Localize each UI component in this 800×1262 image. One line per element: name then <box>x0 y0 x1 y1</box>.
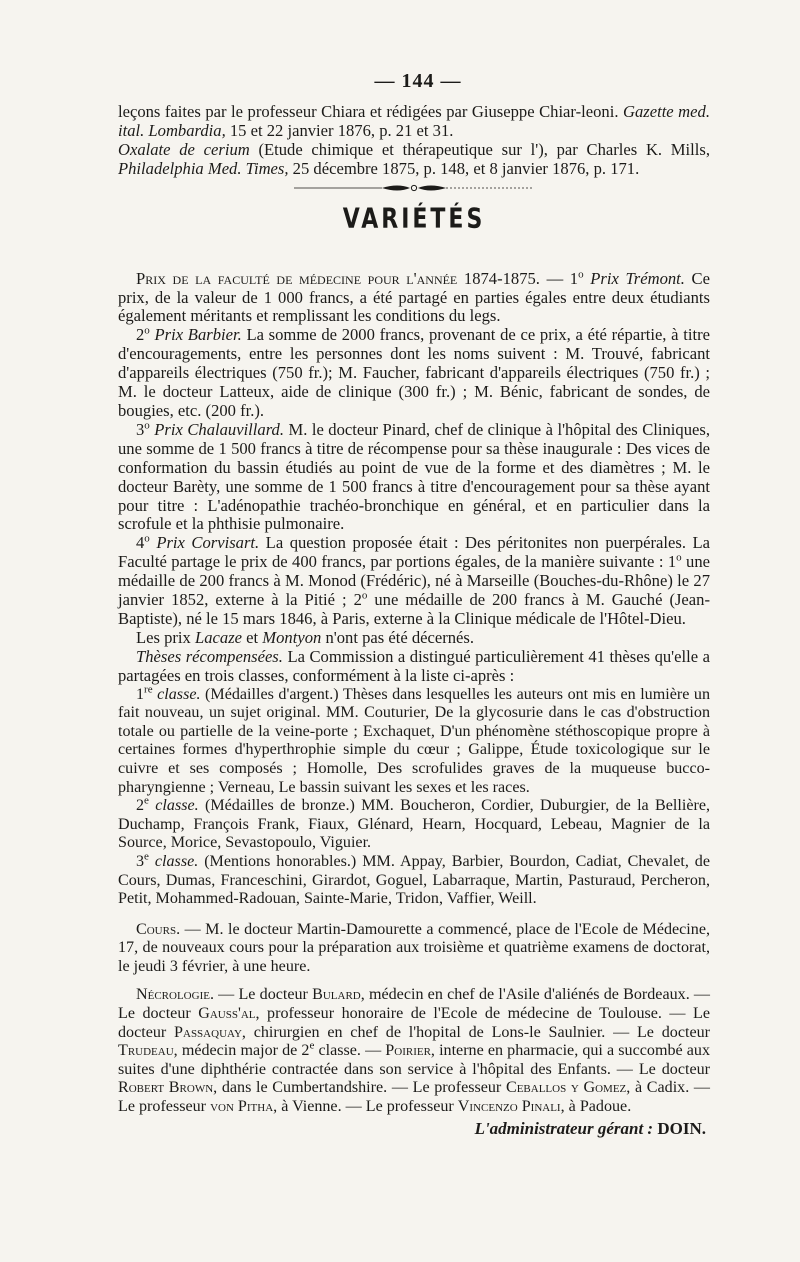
text-run: 4 <box>136 533 145 553</box>
italic-text: Montyon <box>262 627 322 647</box>
superscript: e <box>144 794 149 807</box>
text-run: n'ont pas été décernés. <box>321 627 475 647</box>
text-run: 1 <box>136 685 145 703</box>
paragraph <box>118 648 710 686</box>
text-run: , à Cadix. — Le professeur <box>118 1079 711 1116</box>
text-run: (Mentions honorables.) MM. Appay, Barbier, Bourdon, Cadiat, Chevalet, de Cours, Dumas, Franceschini, Girardot, Goguel, Labarraque, Martin, Pasturaud, Percheron, Petit, Mohammed-Radouan, Sainte-Marie, Tridon, Vaffier, Weill. <box>118 852 710 908</box>
text-run: 25 décembre 1875, p. 148, et 8 janvier 1876, p. 171. <box>288 158 640 178</box>
text-run: La question proposée était : Des péritonites non puerpérales. La Faculté partage le prix de 400 francs, par portions égales, de la manière suivante : 1 <box>118 533 710 572</box>
paragraph <box>118 421 710 534</box>
italic-text: Prix Barbier. <box>154 325 242 345</box>
text-run: La Commission a distingué particulièrement 41 thèses qu'elle a partagées en trois classes, conformément à la liste ci-après : <box>118 646 710 685</box>
text-run: , médecin en chef de l'Asile d'aliénés de Bordeaux. — Le docteur <box>118 986 711 1023</box>
text-run: 3 <box>136 852 145 870</box>
superscript: e <box>144 850 149 863</box>
thesis-class-2 <box>118 794 710 853</box>
necrologie-notice <box>118 986 710 1116</box>
text-run: leçons faites par le professeur Chiara et rédigées par Giuseppe Chiar-leoni. <box>118 102 623 121</box>
text-run: Les prix <box>136 627 195 647</box>
small-caps-text: Bulard <box>312 986 361 1004</box>
italic-text: Thèses récompensées. <box>136 646 283 666</box>
text-run: une médaille de 200 francs à M. Gauché (Jean-Baptiste), né le 15 mars 1846, à Paris, externe à la Clinique médicale de l'Hôtel-Dieu. <box>118 590 710 628</box>
page-number: — 144 — <box>374 70 462 92</box>
superscript: e <box>309 1039 315 1052</box>
text-run: La somme de 2000 francs, provenant de ce prix, a été répartie, à titre d'encouragements, entre les personnes dont les noms suivent : M. Trouvé, fabricant d'appareils électriques (750 fr.); M. Faucher, fabricant d'appareils électriques (750 fr.) ; M. le docteur Latteux, aide de clinique (300 fr.) ; M. Bénic, fabricant de sondes, de bougies, etc. (200 fr.). <box>118 325 710 420</box>
italic-text: classe. <box>157 685 201 703</box>
text-run: 15 et 22 janvier 1876, p. 21 et 31. <box>225 120 454 140</box>
thesis-class-3 <box>118 850 710 909</box>
text-run: , médecin major de 2 <box>173 1042 310 1060</box>
small-caps-text: Robert Brown <box>118 1079 214 1097</box>
small-caps-text: Trudeau <box>118 1042 174 1060</box>
small-caps-text: Poirier <box>385 1042 431 1060</box>
text-run: 1874-1875. — 1 <box>457 268 579 288</box>
italic-text: classe. <box>155 797 199 815</box>
text-run: classe. — <box>314 1042 386 1060</box>
small-caps-text: Gauss'al <box>198 1005 256 1023</box>
superscript: o <box>676 551 682 564</box>
italic-text: Oxalate de cerium <box>118 139 250 159</box>
small-caps-text: Passaquay <box>174 1023 242 1041</box>
section-title: VARIÉTÉS <box>342 203 486 235</box>
small-caps-text: Cours. <box>136 920 181 938</box>
text-run: 3 <box>136 419 145 439</box>
text-run: une médaille de 200 francs à M. Monod (Frédéric), né à Marseille (Bouches-du-Rhône) le 27 janvier 1852, externe à la Pitié ; 2 <box>118 552 711 610</box>
thesis-class-1 <box>118 683 710 798</box>
small-caps-text: Vincenzo Pinali <box>457 1098 561 1116</box>
text-run: , chirurgien en chef de l'hopital de Lons-le Saulnier. — Le docteur <box>241 1023 710 1041</box>
italic-text: Gazette med. ital. Lombardia, <box>118 102 710 140</box>
text-run: (Etude chimique et thérapeutique sur l'), par Charles K. Mills, <box>249 139 710 159</box>
ornamental-divider <box>294 183 534 193</box>
superscript: o <box>144 324 150 337</box>
text-run: 2 <box>136 325 145 345</box>
paragraph <box>118 270 710 327</box>
intro-bibliography <box>118 103 710 179</box>
text-run: — Le docteur <box>213 986 313 1004</box>
text-run: — M. le docteur Martin-Damourette a commencé, place de l'Ecole de Médecine, 17, de nouveaux cours pour la préparation aux troisième et quatrième examens de doctorat, le jeudi 3 février, à une heure. <box>118 920 710 975</box>
superscript: o <box>361 589 368 602</box>
text-run: (Médailles de bronze.) MM. Boucheron, Cordier, Duburgier, de la Bellière, Duchamp, François Frank, Fiaux, Glénard, Hearn, Hocquard, Lebeau, Magnier de la Source, Morice, Sevastopoulo, Viguier. <box>118 797 710 852</box>
text-run: et <box>242 627 263 647</box>
text-run: , professeur honoraire de l'Ecole de médecine de Toulouse. — Le docteur <box>118 1005 710 1041</box>
signature-label: L'administrateur gérant : <box>474 1118 654 1138</box>
text-run: , à Vienne. — Le professeur <box>273 1098 458 1116</box>
text-run: , à Padoue. <box>560 1098 632 1116</box>
italic-text: Prix Corvisart. <box>156 533 260 553</box>
superscript: o <box>144 532 150 545</box>
small-caps-text: Nécrologie. <box>136 986 214 1004</box>
superscript: o <box>578 268 584 281</box>
prize-paragraphs <box>118 270 710 909</box>
paragraph <box>118 629 710 648</box>
text-run: 2 <box>136 797 145 815</box>
text-run: Ce prix, de la valeur de 1 000 francs, a été partagé en parties égales entre deux étudiants également méritants et remplissant les conditions du legs. <box>118 268 710 326</box>
italic-text: classe. <box>154 852 199 870</box>
text-run: , dans le Cumbertandshire. — Le professeur <box>213 1079 506 1097</box>
small-caps-text: von Pitha <box>210 1098 274 1116</box>
superscript: re <box>144 683 153 696</box>
text-run: (Médailles d'argent.) Thèses dans lesquelles les auteurs ont mis en lumière un fait nouveau, un sujet original. MM. Couturier, De la glycosurie dans le cas d'obstruction totale ou partielle de la veine-porte ; Exchaquet, D'un phénomène stéthoscopique propre à certaines formes d'hyperthrophie simple du cœur ; Galippe, Étude toxicologique sur le cuivre et ses composés ; Homolle, Des scrofulides graves de la muqueuse bucco-pharyngienne ; Verneau, Le bassin suivant les sexes et les races. <box>118 685 710 796</box>
small-caps-text: Ceballos y Gomez <box>505 1079 627 1097</box>
italic-text: Philadelphia Med. Times, <box>118 158 289 178</box>
paragraph <box>118 326 710 421</box>
italic-text: Prix Trémont. <box>590 268 685 288</box>
text-run: , interne en pharmacie, qui a succombé aux suites d'une diphthérie contractée dans son service à l'hôpital des Enfants. — Le docteur <box>118 1042 711 1078</box>
small-caps-text: Prix de la faculté de médecine pour l'année <box>136 268 458 288</box>
italic-text: Prix Chalauvillard. <box>154 419 284 439</box>
italic-text: Lacaze <box>195 627 243 647</box>
cours-notice <box>118 921 710 977</box>
signature-name: DOIN. <box>657 1118 706 1138</box>
signature <box>118 1119 710 1139</box>
superscript: o <box>144 419 150 432</box>
text-run: M. le docteur Pinard, chef de clinique à l'hôpital des Cliniques, une somme de 1 500 francs à titre de récompense pour sa thèse inaugurale : Des vices de conformation du bassin étudiés au point de vue de la forme et des diamètres ; M. le docteur Barèty, une somme de 1 500 francs à titre d'encouragement pour sa thèse ayant pour titre : L'adénopathie trachéo-bronchique en général, et en particulier dans la scrofule et la phthisie pulmonaire. <box>118 419 710 534</box>
paragraph <box>118 534 710 629</box>
